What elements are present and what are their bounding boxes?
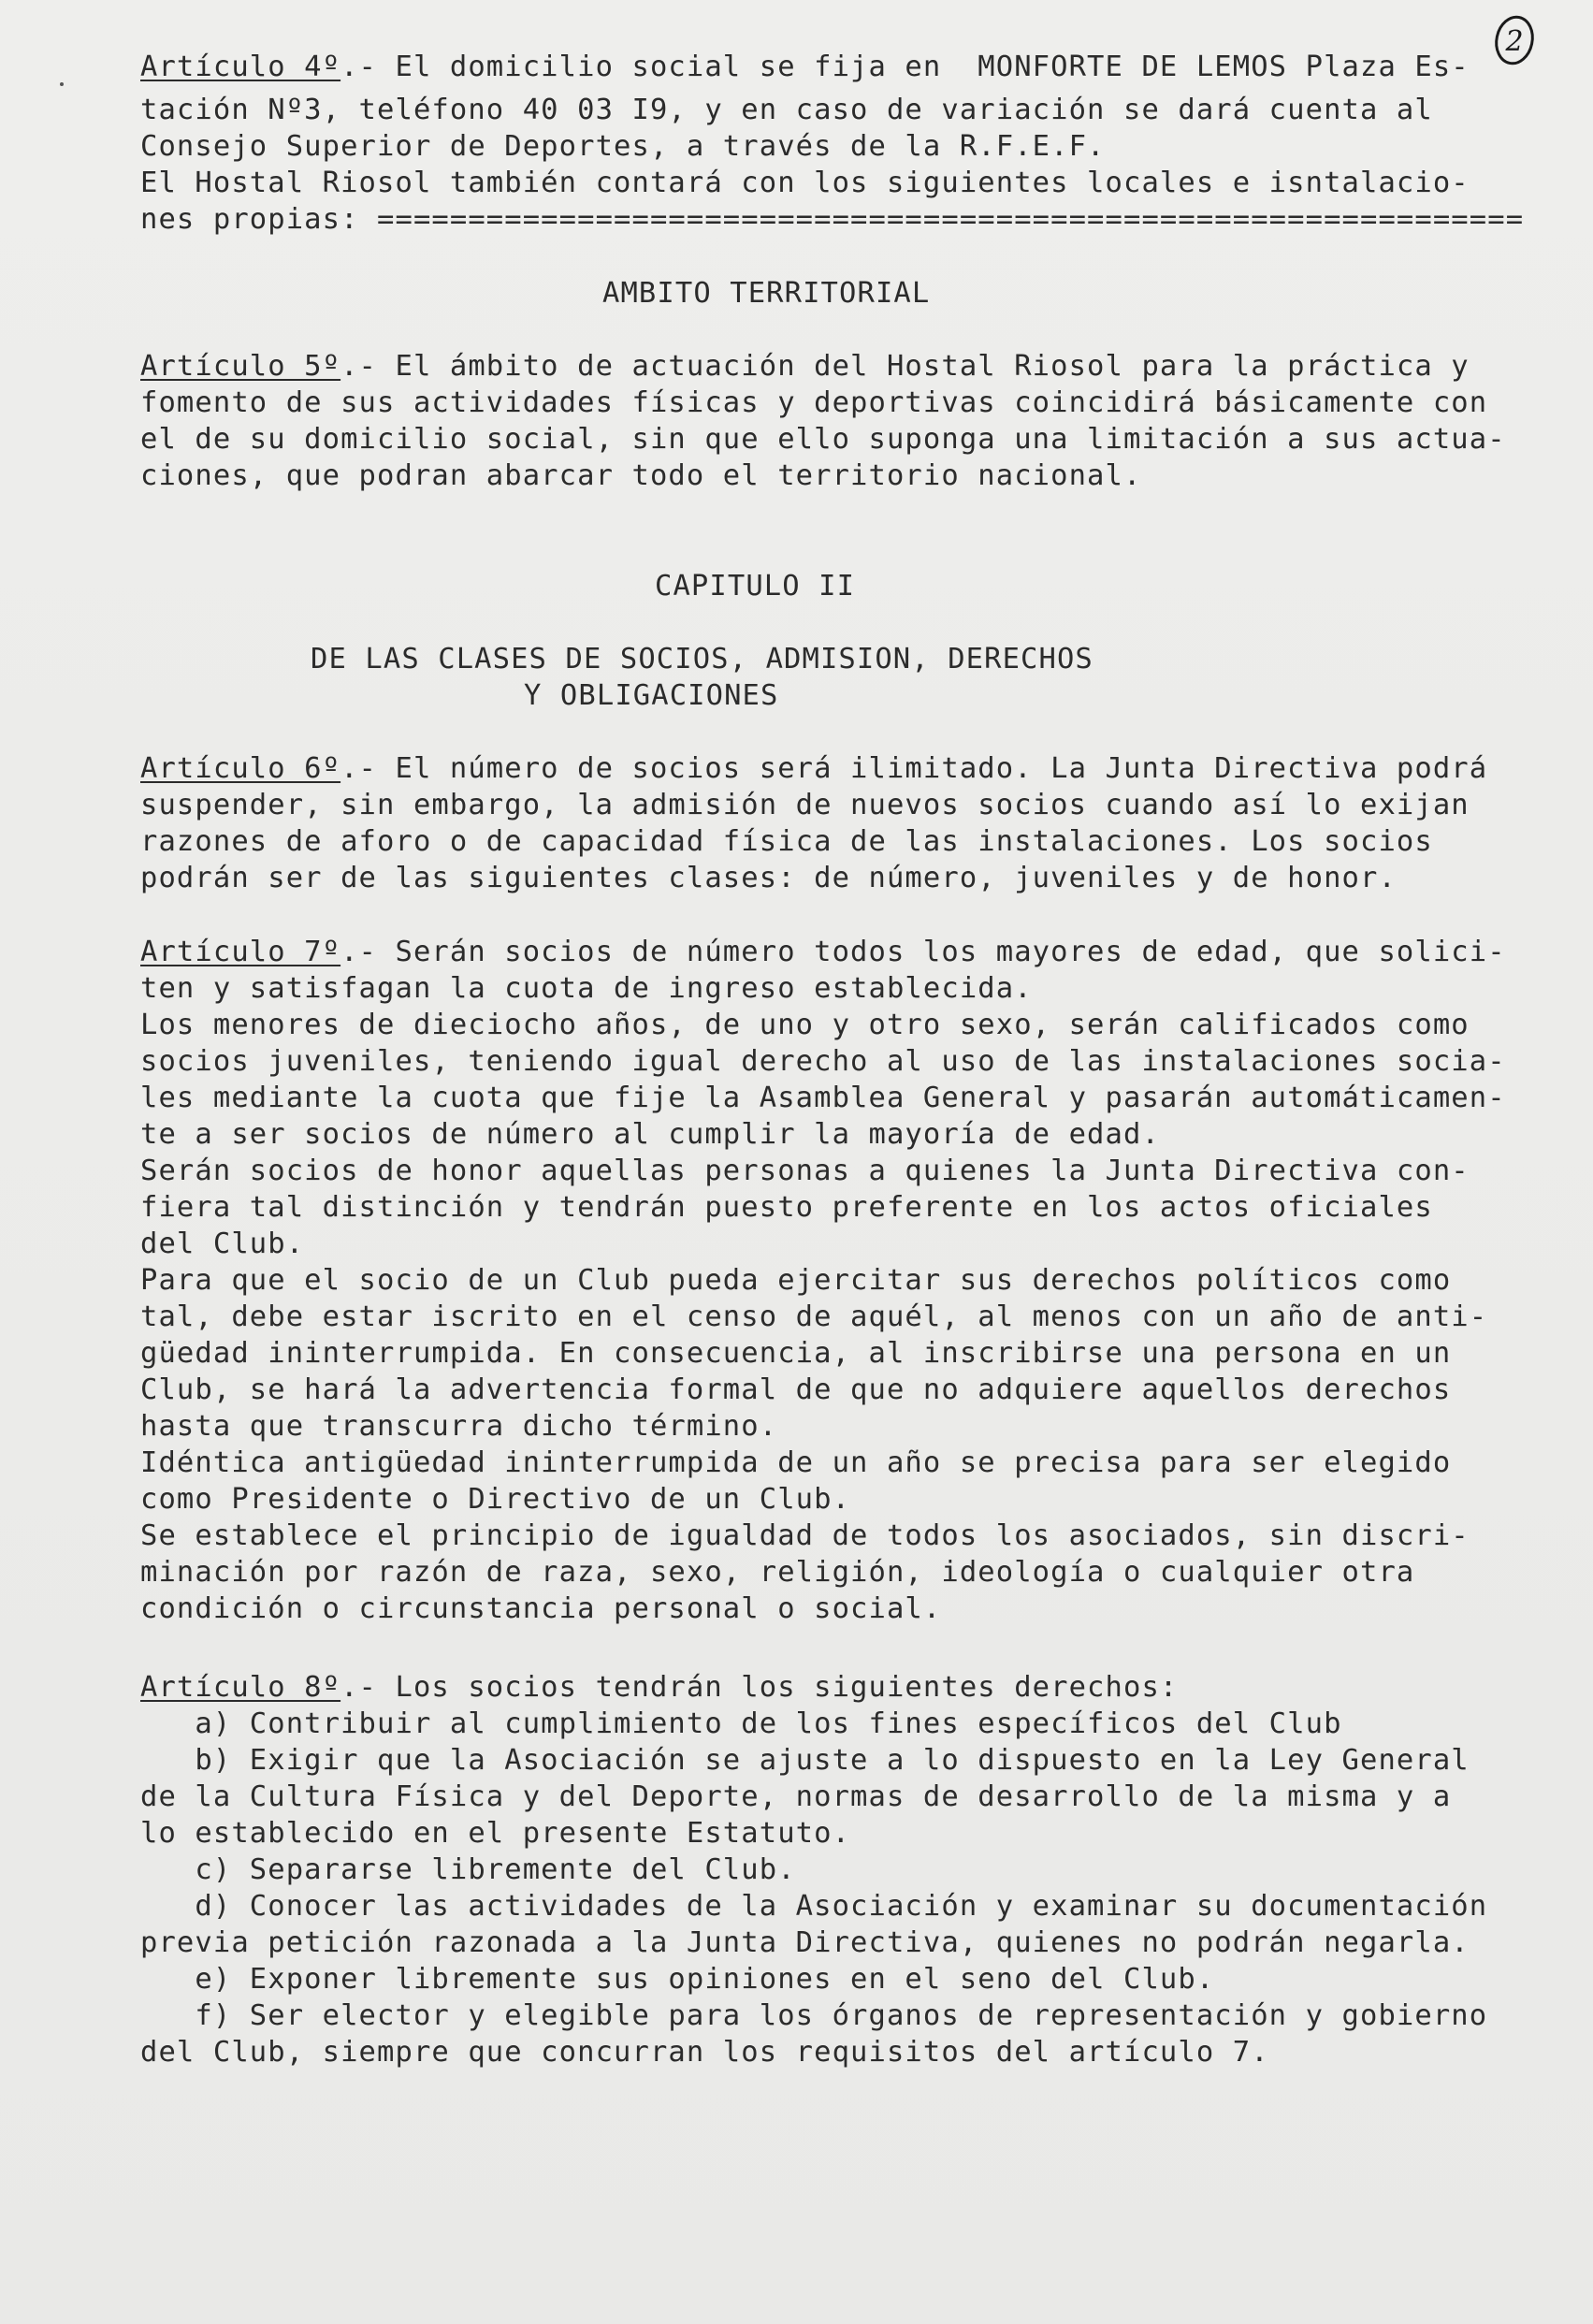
article-7-line-1: Artículo 7º.- Serán socios de número todos los mayores de edad, que solici- <box>140 936 1506 968</box>
article-4-body: tación Nº3, teléfono 40 03 I9, y en caso de variación se dará cuenta al Consejo Superior de Deportes, a través de la R.F.E.F. El Hostal Riosol también contará con los siguientes locales e isntalacio- nes propias: =============================================================== <box>140 94 1525 236</box>
article-7-label: Artículo 7º <box>140 936 341 968</box>
chapter-subtitle-1: DE LAS CLASES DE SOCIOS, ADMISION, DERECHOS <box>311 643 1093 675</box>
section-heading-ambito: AMBITO TERRITORIAL <box>602 277 931 310</box>
article-7-body: ten y satisfagan la cuota de ingreso establecida. Los menores de dieciocho años, de uno y otro sexo, serán calificados como socios juveniles, teniendo igual derecho al uso de las instalaciones socia- les mediante la cuota que fije la Asamblea General y pasarán automáticamen- te a ser socios de número al cumplir la mayoría de edad. Serán socios de honor aquellas personas a quienes la Junta Directiva con- fiera tal distinción y tendrán puesto preferente en los actos oficiales del Club. Para que el socio de un Club pueda ejercitar sus derechos políticos como tal, debe estar iscrito en el censo de aquél, al menos con un año de anti- güedad ininterrumpida. En consecuencia, al inscribirse una persona en un Club, se hará la advertencia formal de que no adquiere aquellos derechos hasta que transcurra dicho término. Idéntica antigüedad ininterrumpida de un año se precisa para ser elegido como Presidente o Directivo de un Club. Se establece el principio de igualdad de todos los asociados, sin discri- minación por razón de raza, sexo, religión, ideología o cualquier otra condición o circunstancia personal o social. <box>140 972 1506 1625</box>
article-4-line-1: Artículo 4º.- El domicilio social se fija en MONFORTE DE LEMOS Plaza Es- <box>140 51 1470 83</box>
stray-mark <box>60 82 64 86</box>
article-6-body: suspender, sin embargo, la admisión de nuevos socios cuando así lo exijan razones de aforo o de capacidad física de las instalaciones. Los socios podrán ser de las siguientes clases: de número, juveniles y de honor. <box>140 789 1470 894</box>
chapter-subtitle-2: Y OBLIGACIONES <box>524 679 779 712</box>
article-6-line-1: Artículo 6º.- El número de socios será ilimitado. La Junta Directiva podrá <box>140 752 1488 785</box>
article-4-label: Artículo 4º <box>140 51 341 83</box>
article-5-label: Artículo 5º <box>140 350 341 383</box>
article-8-line-1: Artículo 8º.- Los socios tendrán los siguientes derechos: <box>140 1671 1179 1704</box>
article-8-body: a) Contribuir al cumplimiento de los fines específicos del Club b) Exigir que la Asociación se ajuste a lo dispuesto en la Ley General de la Cultura Física y del Deporte, normas de desarrollo de la misma y a lo establecido en el presente Estatuto. c) Separarse libremente del Club. d) Conocer las actividades de la Asociación y examinar su documentación previa petición razonada a la Junta Directiva, quienes no podrán negarla. e) Exponer libremente sus opiniones en el seno del Club. f) Ser elector y elegible para los órganos de representación y gobierno del Club, siempre que concurran los requisitos del artículo 7. <box>140 1707 1488 2069</box>
article-6-label: Artículo 6º <box>140 752 341 785</box>
chapter-title: CAPITULO II <box>655 570 856 603</box>
article-5-body: fomento de sus actividades físicas y deportivas coincidirá básicamente con el de su domicilio social, sin que ello suponga una limitación a sus actua- ciones, que podran abarcar todo el territorio nacional. <box>140 386 1506 492</box>
article-8-label: Artículo 8º <box>140 1671 341 1704</box>
page-number: 2 <box>1505 25 1524 58</box>
article-5-line-1: Artículo 5º.- El ámbito de actuación del Hostal Riosol para la práctica y <box>140 350 1470 383</box>
